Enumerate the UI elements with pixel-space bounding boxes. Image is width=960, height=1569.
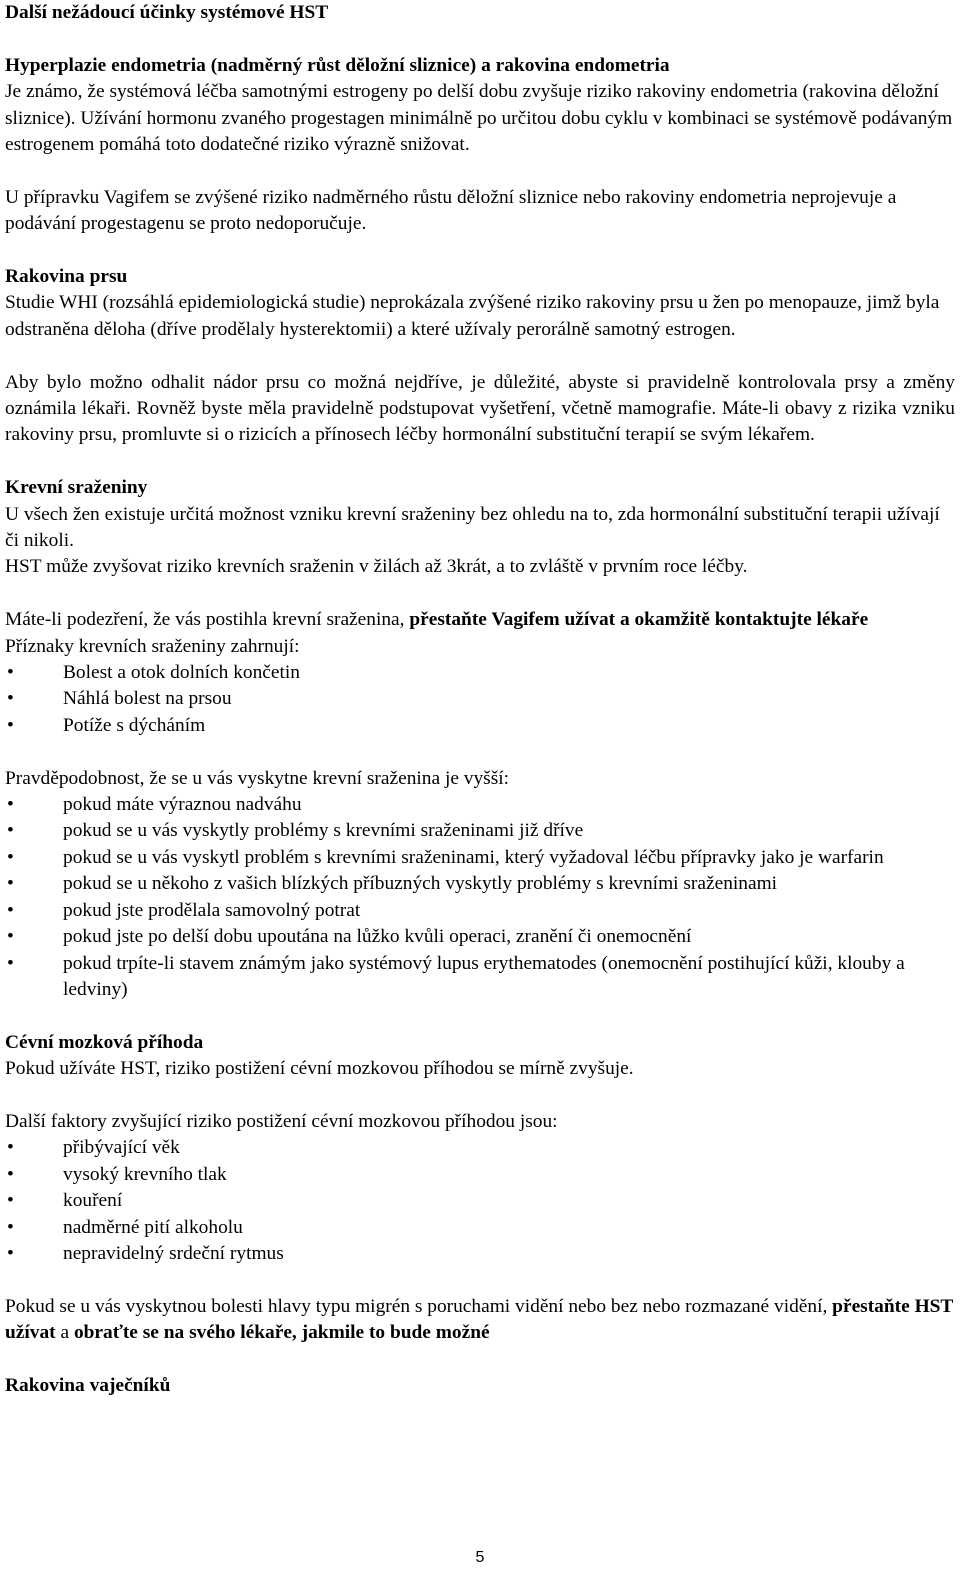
bullet-icon: • <box>7 820 14 842</box>
list-item: • pokud se u vás vyskytl problém s krevními sraženinami, který vyžadoval léčbu přípravky jako je warfarin <box>5 845 955 871</box>
risk-intro: Pravděpodobnost, že se u vás vyskytne krevní sraženina je vyšší: <box>5 767 510 789</box>
list-item: • nadměrné pití alkoholu <box>5 1215 955 1241</box>
paragraph: Pokud užíváte HST, riziko postižení cévní mozkovou příhodou se mírně zvyšuje. <box>5 1058 634 1080</box>
risk-list <box>5 792 955 1003</box>
paragraph: U všech žen existuje určitá možnost vzniku krevní sraženiny bez ohledu na to, zda hormonální substituční terapii užívají či nikoli. <box>5 503 940 552</box>
page-title: Další nežádoucí účinky systémové HST <box>5 2 329 23</box>
section-heading-ovarian-cancer: Rakovina vaječníků <box>5 1374 171 1396</box>
section-ovarian-cancer <box>5 1373 955 1399</box>
bullet-icon: • <box>7 1242 14 1264</box>
list-item: • vysoký krevního tlak <box>5 1162 955 1188</box>
bullet-icon: • <box>7 899 14 921</box>
bullet-icon: • <box>7 714 14 736</box>
section-heading-hyperplasia: Hyperplazie endometria (nadměrný růst děložní sliznice) a rakovina endometria <box>5 54 670 76</box>
bullet-icon: • <box>7 873 14 895</box>
warning-emphasis: přestaňte Vagifem užívat a okamžitě kontaktujte lékaře <box>409 609 869 631</box>
list-item: • pokud trpíte-li stavem známým jako systémový lupus erythematodes (onemocnění postihující kůži, klouby a ledviny) <box>7 952 905 1000</box>
list-item: • nepravidelný srdeční rytmus <box>5 1241 955 1267</box>
page-content <box>5 0 955 1399</box>
page-number: 5 <box>475 1549 485 1566</box>
bullet-icon: • <box>7 1137 14 1159</box>
migraine-emphasis-contact: obraťte se na svého lékaře, jakmile to bude možné <box>73 1322 490 1344</box>
paragraph: HST může zvyšovat riziko krevních sraženin v žilách až 3krát, a to zvláště v prvním roce léčby. <box>5 556 748 578</box>
list-item: • pokud se u někoho z vašich blízkých příbuzných vyskytly problémy s krevními sraženinami <box>5 871 955 897</box>
factors-intro: Další faktory zvyšující riziko postižení cévní mozkovou příhodou jsou: <box>5 1110 558 1132</box>
warning-paragraph <box>5 607 955 633</box>
section-heading-blood-clots: Krevní sraženiny <box>5 477 148 499</box>
stroke-factors-list <box>5 1135 955 1267</box>
bullet-icon: • <box>7 1190 14 1212</box>
paragraph: Aby bylo možno odhalit nádor prsu co možná nejdříve, je důležité, abyste si pravidelně kontrolovala prsy a změny oznámila lékaři. Rovněž byste měla pravidelně podstupovat vyšetření, včetně mamografie. Máte-li obavy z rizika vzniku rakoviny prsu, promluvte si o rizicích a přínosech léčby hormonální substituční terapií se svým lékařem. <box>5 371 955 446</box>
list-item: • Bolest a otok dolních končetin <box>5 660 955 686</box>
list-item: • pokud se u vás vyskytly problémy s krevními sraženinami již dříve <box>5 818 955 844</box>
bullet-icon: • <box>7 662 14 684</box>
migraine-paragraph: Pokud se u vás vyskytnou bolesti hlavy typu migrén s poruchami vidění nebo bez nebo rozmazané vidění, přestaňte HST užívat a obraťte se na svého lékaře, jakmile to bude možné <box>5 1295 954 1344</box>
list-item: • Potíže s dýcháním <box>5 713 955 739</box>
bullet-icon: • <box>7 926 14 948</box>
symptoms-list <box>5 660 955 739</box>
list-item: • kouření <box>5 1188 955 1214</box>
section-hyperplasia <box>5 53 955 238</box>
paragraph: Studie WHI (rozsáhlá epidemiologická studie) neprokázala zvýšené riziko rakoviny prsu u žen po menopauze, jimž byla odstraněna děloha (dříve prodělaly hysterektomii) a které užívaly perorálně samotný estrogen. <box>5 292 940 340</box>
bullet-icon: • <box>7 688 14 710</box>
section-blood-clots <box>5 475 955 1003</box>
section-breast-cancer <box>5 264 955 449</box>
warning-text: Máte-li podezření, že vás postihla krevní sraženina, <box>5 609 410 631</box>
bullet-icon: • <box>7 952 14 974</box>
bullet-icon: • <box>7 1163 14 1185</box>
list-item: • pokud jste prodělala samovolný potrat <box>5 898 955 924</box>
bullet-icon: • <box>7 846 14 868</box>
symptoms-intro: Příznaky krevních sraženiny zahrnují: <box>5 635 300 657</box>
section-heading-breast-cancer: Rakovina prsu <box>5 266 128 288</box>
list-item: • Náhlá bolest na prsou <box>5 686 955 712</box>
bullet-icon: • <box>7 794 14 816</box>
section-stroke <box>5 1030 955 1347</box>
migraine-emphasis-stop: přestaňte HST užívat <box>5 1295 954 1344</box>
list-item: • pokud jste po delší dobu upoutána na lůžko kvůli operaci, zranění či onemocnění <box>5 924 955 950</box>
bullet-icon: • <box>7 1216 14 1238</box>
section-heading-stroke: Cévní mozková příhoda <box>5 1031 204 1053</box>
paragraph: Je známo, že systémová léčba samotnými estrogeny po delší dobu zvyšuje riziko rakoviny endometria (rakovina děložní sliznice). Užívání hormonu zvaného progestagen minimálně po určitou dobu cyklu v kombinaci se systémově podávaným estrogenem pomáhá toto dodatečné riziko výrazně snižovat. <box>5 81 953 156</box>
paragraph: U přípravku Vagifem se zvýšené riziko nadměrného růstu děložní sliznice nebo rakoviny endometria neprojevuje a podávání progestagenu se proto nedoporučuje. <box>5 186 897 235</box>
list-item: • pokud máte výraznou nadváhu <box>5 792 955 818</box>
list-item: • přibývající věk <box>5 1135 955 1161</box>
